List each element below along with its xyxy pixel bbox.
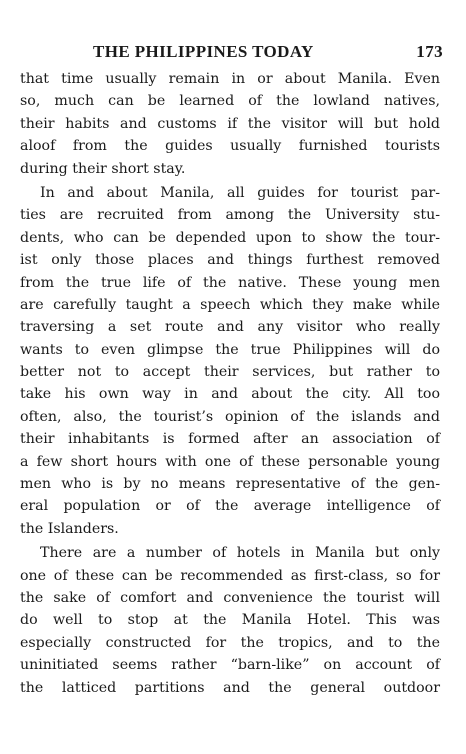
text-line: eral population or of the average intelligence of (20, 498, 440, 515)
text-line: during their short stay. (20, 160, 186, 177)
text-line: uninitiated seems rather “barn-like” on account of (20, 657, 440, 674)
body-text (20, 68, 440, 699)
text-line: often, also, the tourist’s opinion of the islands and (20, 408, 440, 425)
paragraph-2 (20, 182, 440, 540)
running-title: THE PHILIPPINES TODAY (93, 42, 314, 61)
text-line: In and about Manila, all guides for tourist par- (40, 184, 440, 201)
text-line: their habits and customs if the visitor will but hold (20, 115, 440, 132)
book-page (20, 38, 443, 699)
text-line: do well to stop at the Manila Hotel. This was (20, 612, 440, 629)
text-line: men who is by no means representative of the gen- (20, 476, 440, 493)
text-line: better not to accept their services, but rather to (20, 364, 440, 381)
text-line: a few short hours with one of these personable young (20, 453, 440, 470)
paragraph-1 (20, 68, 440, 180)
text-line: wants to even glimpse the true Philippines will do (20, 341, 440, 358)
text-line: the Islanders. (20, 520, 119, 537)
text-line: dents, who can be depended upon to show the tour- (20, 229, 440, 246)
text-line: especially constructed for the tropics, and to the (20, 634, 440, 651)
text-line: aloof from the guides usually furnished tourists (20, 138, 440, 155)
text-line: ties are recruited from among the University stu- (20, 207, 440, 224)
text-line: one of these can be recommended as first-class, so for (20, 567, 440, 584)
running-head (20, 38, 443, 68)
text-line: take his own way in and about the city. All too (20, 386, 440, 403)
text-line: ist only those places and things furthest removed (20, 252, 440, 269)
text-line: There are a number of hotels in Manila but only (40, 545, 440, 562)
text-line: so, much can be learned of the lowland natives, (20, 93, 440, 110)
paragraph-3 (20, 542, 440, 699)
text-line: that time usually remain in or about Manila. Even (20, 71, 440, 87)
text-line: traversing a set route and any visitor who really (20, 319, 440, 336)
text-line: the latticed partitions and the general outdoor (20, 679, 440, 696)
text-line: from the true life of the native. These young men (20, 274, 440, 291)
text-line: are carefully taught a speech which they make while (20, 296, 440, 313)
text-line: their inhabitants is formed after an association of (20, 431, 440, 448)
page-number: 173 (416, 42, 443, 61)
text-line: the sake of comfort and convenience the tourist will (20, 589, 440, 606)
